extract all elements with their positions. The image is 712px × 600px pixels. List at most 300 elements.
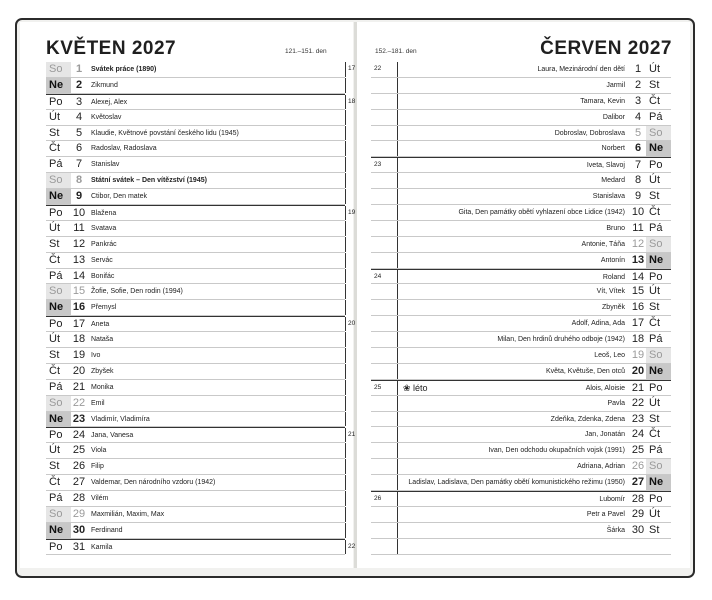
column-divider bbox=[397, 332, 398, 347]
column-divider bbox=[345, 380, 346, 395]
weekday: Čt bbox=[649, 206, 660, 219]
column-divider bbox=[345, 459, 346, 474]
weekday: So bbox=[46, 62, 71, 77]
name-day-text: Bonifác bbox=[91, 272, 115, 280]
day-row bbox=[46, 316, 356, 332]
week-number: 26 bbox=[374, 495, 382, 503]
column-divider bbox=[397, 523, 398, 538]
name-day-text: Pankrác bbox=[91, 240, 117, 248]
day-number: 22 bbox=[72, 396, 86, 409]
name-day-text: Státní svátek – Den vítězství (1945) bbox=[91, 177, 207, 185]
day-number: 10 bbox=[631, 206, 645, 219]
column-divider bbox=[397, 253, 398, 268]
day-row bbox=[46, 412, 345, 428]
day-row bbox=[46, 189, 345, 205]
name-day-text: Květa, Květuše, Den otců bbox=[546, 367, 625, 375]
name-day-text: Adolf, Adina, Ada bbox=[571, 320, 625, 328]
day-row bbox=[46, 94, 356, 110]
column-divider bbox=[345, 348, 346, 363]
day-row bbox=[371, 507, 671, 523]
day-number: 30 bbox=[631, 523, 645, 536]
name-day-text: Gita, Den památky obětí vyhlazení obce Lidice (1942) bbox=[458, 209, 625, 217]
name-day-text: Alexej, Alex bbox=[91, 98, 128, 106]
column-divider bbox=[345, 396, 346, 411]
day-row bbox=[46, 237, 345, 253]
column-divider bbox=[345, 507, 346, 522]
column-divider bbox=[397, 443, 398, 458]
name-day-text: Antonie, Táňa bbox=[581, 240, 625, 248]
column-divider bbox=[397, 427, 398, 442]
day-number: 27 bbox=[72, 476, 86, 489]
column-divider bbox=[397, 126, 398, 141]
column-divider bbox=[345, 237, 346, 252]
name-day-text: Svatava bbox=[91, 224, 117, 232]
name-day-text: Bruno bbox=[606, 224, 625, 232]
day-row bbox=[46, 475, 345, 491]
day-row bbox=[371, 173, 671, 189]
day-number: 20 bbox=[631, 364, 645, 377]
day-row bbox=[46, 332, 345, 348]
weekday: So bbox=[646, 459, 671, 474]
day-number: 21 bbox=[631, 381, 645, 394]
weekday: Út bbox=[49, 444, 60, 457]
day-row bbox=[46, 269, 345, 285]
day-number: 3 bbox=[75, 95, 83, 108]
weekday: Út bbox=[49, 221, 60, 234]
column-divider bbox=[345, 269, 346, 284]
day-row bbox=[46, 284, 345, 300]
weekday: Út bbox=[49, 333, 60, 346]
day-number: 24 bbox=[72, 429, 86, 442]
day-number: 18 bbox=[631, 333, 645, 346]
weekday: Po bbox=[49, 95, 63, 108]
weekday: Ne bbox=[46, 78, 71, 93]
day-number: 29 bbox=[631, 507, 645, 520]
weekday: Ne bbox=[646, 364, 671, 379]
day-rows bbox=[46, 62, 356, 555]
column-divider bbox=[397, 110, 398, 125]
weekday: Po bbox=[49, 207, 63, 220]
name-day-text: Roland bbox=[602, 273, 625, 281]
season-marker: ❀ léto bbox=[403, 382, 428, 393]
day-row bbox=[46, 491, 345, 507]
day-number: 2 bbox=[634, 78, 642, 91]
name-day-text: Přemysl bbox=[91, 304, 117, 312]
name-day-text: Valdemar, Den národního vzdoru (1942) bbox=[91, 479, 216, 487]
weekday: Út bbox=[49, 110, 60, 123]
day-number: 6 bbox=[634, 142, 642, 155]
day-number: 5 bbox=[634, 126, 642, 139]
name-day-text: Ivan, Den odchodu okupačních vojsk (1991) bbox=[488, 447, 625, 455]
name-day-text: Stanislava bbox=[592, 193, 625, 201]
day-row bbox=[46, 141, 345, 157]
day-row bbox=[371, 412, 671, 428]
week-number: 24 bbox=[374, 272, 382, 280]
weekday: So bbox=[646, 348, 671, 363]
column-divider bbox=[345, 284, 346, 299]
column-divider bbox=[345, 475, 346, 490]
day-row bbox=[46, 157, 345, 173]
name-day-text: Zbyšek bbox=[91, 367, 114, 375]
column-divider bbox=[397, 412, 398, 427]
name-day-text: Jan, Jonatán bbox=[584, 431, 625, 439]
week-number: 18 bbox=[348, 97, 356, 105]
day-row bbox=[371, 221, 671, 237]
day-row bbox=[46, 205, 356, 221]
column-divider bbox=[397, 316, 398, 331]
day-number: 16 bbox=[72, 301, 86, 314]
column-divider bbox=[397, 396, 398, 411]
name-day-text: Vilém bbox=[91, 495, 109, 503]
day-row bbox=[46, 300, 345, 316]
day-number: 26 bbox=[631, 460, 645, 473]
day-row bbox=[371, 396, 671, 412]
day-row bbox=[46, 539, 356, 555]
name-day-text: Aneta bbox=[91, 321, 110, 329]
column-divider bbox=[397, 492, 398, 506]
weekday: So bbox=[46, 173, 71, 188]
column-divider bbox=[397, 381, 398, 395]
weekday: Po bbox=[49, 429, 63, 442]
day-row bbox=[371, 523, 671, 539]
column-divider bbox=[345, 317, 346, 331]
name-day-text: Emil bbox=[91, 399, 105, 407]
column-divider bbox=[397, 189, 398, 204]
day-row bbox=[371, 427, 671, 443]
day-row bbox=[46, 348, 345, 364]
name-day-text: Laura, Mezinárodní den dětí bbox=[537, 66, 625, 73]
page-may bbox=[20, 22, 356, 568]
weekday: So bbox=[46, 507, 71, 522]
column-divider bbox=[345, 141, 346, 156]
weekday: So bbox=[46, 396, 71, 411]
weekday: Út bbox=[649, 63, 660, 75]
name-day-text: Květoslav bbox=[91, 113, 122, 121]
day-row bbox=[46, 253, 345, 269]
column-divider bbox=[345, 62, 346, 77]
weekday: St bbox=[649, 301, 660, 314]
day-number: 17 bbox=[631, 317, 645, 330]
day-row bbox=[371, 364, 671, 380]
day-rows bbox=[371, 62, 671, 555]
weekday: St bbox=[649, 523, 660, 536]
name-day-text: Ivo bbox=[91, 352, 101, 360]
column-divider bbox=[397, 539, 398, 554]
day-row bbox=[46, 173, 345, 189]
day-row bbox=[46, 110, 345, 126]
name-day-text: Jarmil bbox=[606, 81, 625, 89]
column-divider bbox=[397, 270, 398, 284]
week-number: 23 bbox=[374, 161, 382, 169]
column-divider bbox=[397, 284, 398, 299]
column-divider bbox=[345, 157, 346, 172]
name-day-text: Antonín bbox=[600, 256, 625, 264]
day-row bbox=[46, 507, 345, 523]
day-number: 16 bbox=[631, 301, 645, 314]
day-number: 9 bbox=[75, 190, 83, 203]
day-row bbox=[371, 205, 671, 221]
day-number: 17 bbox=[72, 318, 86, 331]
name-day-text: Lubomír bbox=[599, 496, 625, 504]
weekday: St bbox=[49, 126, 60, 139]
day-number: 7 bbox=[634, 159, 642, 172]
day-number: 28 bbox=[72, 492, 86, 505]
name-day-text: Ferdinand bbox=[91, 526, 123, 534]
column-divider bbox=[397, 459, 398, 474]
name-day-text: Radoslav, Radoslava bbox=[91, 145, 157, 153]
name-day-text: Jana, Vanesa bbox=[91, 432, 134, 440]
weekday: Út bbox=[649, 174, 660, 187]
day-row bbox=[371, 237, 671, 253]
name-day-text: Klaudie, Květnové povstání českého lidu (1945) bbox=[91, 129, 239, 137]
weekday: Čt bbox=[49, 253, 60, 266]
weekday: St bbox=[49, 349, 60, 362]
day-row bbox=[371, 539, 671, 555]
weekday: Čt bbox=[649, 428, 660, 441]
week-number: 17 bbox=[348, 65, 356, 72]
day-row bbox=[371, 380, 671, 396]
day-row bbox=[371, 459, 671, 475]
day-number: 4 bbox=[75, 110, 83, 123]
day-number: 1 bbox=[75, 63, 83, 75]
weekday: Po bbox=[49, 540, 63, 553]
day-row bbox=[46, 78, 345, 94]
name-day-text: Vít, Vítek bbox=[596, 288, 625, 296]
day-range: 152.–181. den bbox=[375, 48, 417, 55]
weekday: St bbox=[49, 460, 60, 473]
day-number: 8 bbox=[634, 174, 642, 187]
name-day-text: Medard bbox=[601, 177, 625, 185]
weekday: Po bbox=[649, 159, 663, 172]
column-divider bbox=[397, 300, 398, 315]
name-day-text: Alois, Aloisie bbox=[585, 384, 625, 392]
weekday: Čt bbox=[49, 142, 60, 155]
day-number: 12 bbox=[631, 237, 645, 250]
day-row bbox=[371, 189, 671, 205]
day-number: 15 bbox=[631, 285, 645, 298]
column-divider bbox=[397, 348, 398, 363]
day-number: 25 bbox=[72, 444, 86, 457]
name-day-text: Kamila bbox=[91, 543, 113, 551]
weekday: Pá bbox=[649, 110, 663, 123]
week-number: 22 bbox=[374, 65, 382, 72]
column-divider bbox=[345, 491, 346, 506]
name-day-text: Zbyněk bbox=[602, 304, 625, 312]
day-number: 11 bbox=[73, 221, 85, 234]
weekday: Čt bbox=[649, 94, 660, 107]
day-number: 22 bbox=[631, 396, 645, 409]
day-number: 2 bbox=[75, 78, 83, 91]
name-day-text: Dobroslav, Dobroslava bbox=[554, 129, 625, 137]
column-divider bbox=[397, 205, 398, 220]
weekday: Út bbox=[649, 396, 660, 409]
day-row bbox=[371, 157, 671, 173]
column-divider bbox=[345, 110, 346, 125]
name-day-text: Ctibor, Den matek bbox=[91, 193, 148, 201]
day-row bbox=[46, 523, 345, 539]
column-divider bbox=[397, 364, 398, 379]
weekday: Ne bbox=[646, 141, 671, 156]
week-number: 25 bbox=[374, 383, 382, 391]
day-number: 19 bbox=[72, 349, 86, 362]
day-row bbox=[371, 62, 671, 78]
day-row bbox=[371, 491, 671, 507]
weekday: Út bbox=[649, 285, 660, 298]
name-day-text: Nataša bbox=[91, 336, 114, 344]
name-day-text: Servác bbox=[91, 256, 113, 264]
day-number: 31 bbox=[72, 540, 86, 553]
day-number: 7 bbox=[75, 158, 83, 171]
column-divider bbox=[345, 428, 346, 442]
name-day-text: Tamara, Kevin bbox=[580, 97, 625, 105]
column-divider bbox=[345, 221, 346, 236]
name-day-text: Ladislav, Ladislava, Den památky obětí komunistického režimu (1950) bbox=[408, 479, 625, 487]
weekday: So bbox=[646, 126, 671, 141]
name-day-text: Iveta, Slavoj bbox=[586, 162, 625, 170]
day-row bbox=[371, 316, 671, 332]
name-day-text: Stanislav bbox=[91, 161, 120, 169]
weekday: Čt bbox=[649, 317, 660, 330]
column-divider bbox=[397, 94, 398, 109]
day-number: 19 bbox=[631, 349, 645, 362]
day-number: 25 bbox=[631, 444, 645, 457]
weekday: Ne bbox=[46, 189, 71, 204]
day-number: 21 bbox=[72, 380, 86, 393]
weekday: Pá bbox=[49, 158, 63, 171]
column-divider bbox=[345, 364, 346, 379]
weekday: St bbox=[649, 412, 660, 425]
day-number: 12 bbox=[72, 237, 86, 250]
day-number: 11 bbox=[632, 221, 644, 234]
weekday: St bbox=[49, 237, 60, 250]
day-number: 3 bbox=[634, 94, 642, 107]
weekday: Pá bbox=[49, 269, 63, 282]
column-divider bbox=[345, 523, 346, 538]
day-number: 30 bbox=[72, 523, 86, 536]
name-day-text: Šárka bbox=[606, 526, 625, 534]
day-number: 13 bbox=[72, 253, 86, 266]
weekday bbox=[646, 539, 671, 554]
column-divider bbox=[345, 412, 346, 427]
day-row bbox=[371, 94, 671, 110]
column-divider bbox=[345, 78, 346, 93]
day-number: 14 bbox=[72, 269, 86, 282]
day-row bbox=[371, 141, 671, 157]
weekday: Čt bbox=[49, 476, 60, 489]
day-number: 14 bbox=[631, 270, 645, 283]
day-row bbox=[46, 221, 345, 237]
day-row bbox=[46, 396, 345, 412]
day-number: 4 bbox=[634, 110, 642, 123]
column-divider bbox=[345, 332, 346, 347]
weekday: Po bbox=[649, 493, 663, 506]
week-number: 22 bbox=[348, 542, 356, 550]
day-row bbox=[371, 110, 671, 126]
name-day-text: Blažena bbox=[91, 210, 117, 218]
weekday: Po bbox=[649, 381, 663, 394]
column-divider bbox=[345, 173, 346, 188]
name-day-text: Zikmund bbox=[91, 81, 118, 89]
weekday: Ne bbox=[46, 300, 71, 315]
column-divider bbox=[397, 237, 398, 252]
day-row bbox=[46, 62, 356, 78]
column-divider bbox=[397, 62, 398, 77]
name-day-text: Viola bbox=[91, 447, 107, 455]
name-day-text: Pavla bbox=[607, 399, 625, 407]
weekday: Ne bbox=[646, 475, 671, 490]
name-day-text: Milan, Den hrdinů druhého odboje (1942) bbox=[497, 336, 625, 344]
weekday: St bbox=[649, 78, 660, 91]
column-divider bbox=[397, 141, 398, 156]
column-divider bbox=[345, 443, 346, 458]
day-number: 24 bbox=[631, 428, 645, 441]
column-divider bbox=[345, 206, 346, 220]
weekday: So bbox=[646, 237, 671, 252]
name-day-text: Dalibor bbox=[602, 113, 625, 121]
day-number: 6 bbox=[75, 142, 83, 155]
weekday: Pá bbox=[49, 380, 63, 393]
column-divider bbox=[397, 507, 398, 522]
day-number: 27 bbox=[631, 476, 645, 489]
planner-spread bbox=[15, 18, 695, 578]
weekday: Ne bbox=[46, 523, 71, 538]
day-row bbox=[371, 78, 671, 94]
weekday: Pá bbox=[649, 333, 663, 346]
name-day-text: Zdeňka, Zdenka, Zdena bbox=[550, 415, 625, 423]
name-day-text: Svátek práce (1890) bbox=[91, 66, 157, 73]
month-title: KVĚTEN 2027 bbox=[46, 38, 177, 59]
day-number: 1 bbox=[634, 63, 642, 75]
column-divider bbox=[397, 475, 398, 490]
column-divider bbox=[345, 95, 346, 109]
name-day-text: Filip bbox=[91, 463, 104, 471]
name-day-text: Žofie, Sofie, Den rodin (1994) bbox=[91, 288, 183, 296]
day-number: 23 bbox=[72, 412, 86, 425]
week-number: 21 bbox=[348, 431, 356, 439]
week-number: 19 bbox=[348, 209, 356, 217]
day-number: 23 bbox=[631, 412, 645, 425]
day-row bbox=[371, 332, 671, 348]
weekday: Čt bbox=[49, 364, 60, 377]
day-row bbox=[371, 284, 671, 300]
day-number: 5 bbox=[75, 126, 83, 139]
weekday: Út bbox=[649, 507, 660, 520]
weekday: Pá bbox=[649, 221, 663, 234]
weekday: Ne bbox=[46, 412, 71, 427]
day-row bbox=[46, 443, 345, 459]
weekday: St bbox=[649, 190, 660, 203]
day-number: 26 bbox=[72, 460, 86, 473]
day-row bbox=[46, 427, 356, 443]
weekday: So bbox=[46, 284, 71, 299]
week-number: 20 bbox=[348, 320, 356, 328]
column-divider bbox=[345, 189, 346, 204]
column-divider bbox=[345, 540, 346, 554]
day-row bbox=[371, 269, 671, 285]
day-number: 9 bbox=[634, 190, 642, 203]
day-row bbox=[371, 253, 671, 269]
day-number: 20 bbox=[72, 364, 86, 377]
day-row bbox=[371, 475, 671, 491]
column-divider bbox=[397, 78, 398, 93]
weekday: Pá bbox=[649, 444, 663, 457]
name-day-text: Leoš, Leo bbox=[594, 352, 625, 360]
name-day-text: Norbert bbox=[601, 145, 625, 153]
day-row bbox=[371, 300, 671, 316]
day-number: 13 bbox=[631, 253, 645, 266]
weekday: Po bbox=[49, 318, 63, 331]
day-number: 29 bbox=[72, 507, 86, 520]
